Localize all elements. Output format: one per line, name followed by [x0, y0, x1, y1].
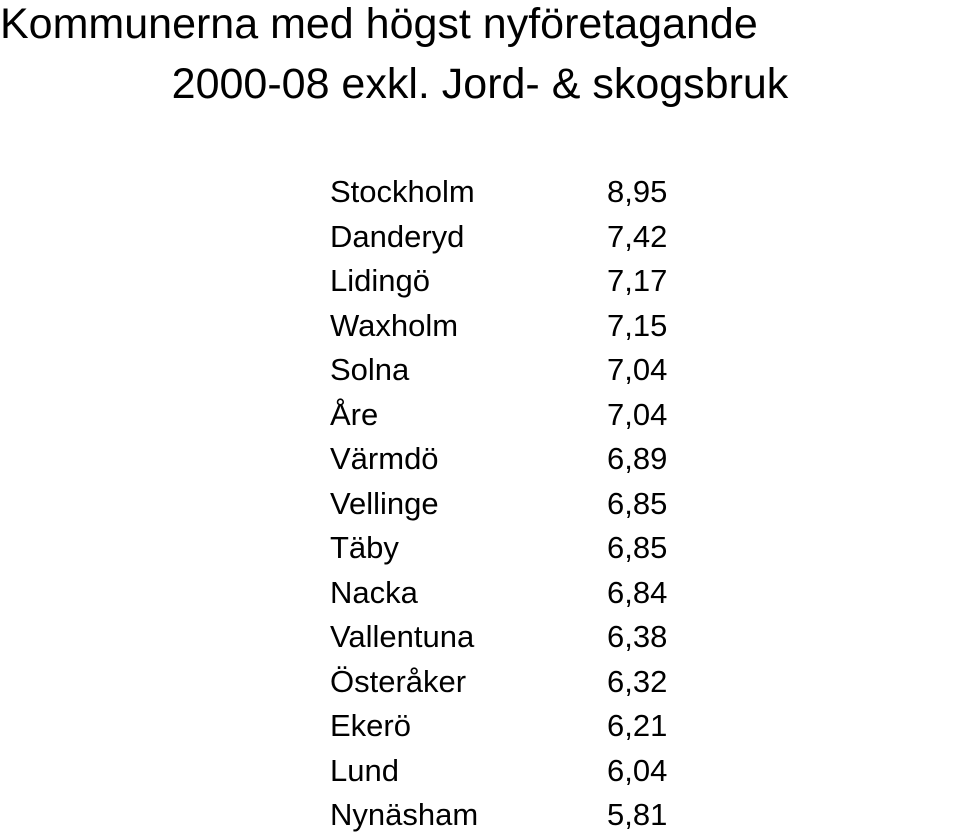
municipality-name: Vellinge [330, 485, 439, 521]
municipality-name: Värmdö [330, 441, 439, 476]
page-title-line-1: Kommunerna med högst nyföretagande [0, 0, 758, 48]
municipality-value: 7,42 [607, 218, 668, 254]
municipality-name: Nacka [330, 574, 418, 610]
table-row [330, 749, 690, 794]
municipality-value: 7,17 [607, 263, 668, 298]
municipality-value: 7,04 [607, 352, 668, 387]
municipality-value: 6,32 [607, 663, 668, 699]
municipality-value: 6,85 [607, 530, 668, 565]
municipality-name: Lund [330, 752, 399, 788]
municipality-value: 6,21 [607, 708, 668, 743]
table-row [330, 660, 690, 705]
municipality-name: Ekerö [330, 708, 411, 743]
municipality-name: Lidingö [330, 263, 430, 298]
table-row [330, 170, 690, 215]
table-row [330, 215, 690, 260]
municipality-value: 7,15 [607, 307, 668, 343]
municipality-name: Danderyd [330, 218, 465, 254]
table-row [330, 482, 690, 527]
table-row [330, 348, 690, 393]
table-row [330, 526, 690, 571]
municipality-name: Solna [330, 352, 410, 387]
municipality-name: Täby [330, 530, 399, 565]
table-row [330, 437, 690, 482]
municipality-value: 7,04 [607, 396, 668, 432]
table-row [330, 259, 690, 304]
municipality-value: 6,38 [607, 619, 668, 654]
table-row [330, 615, 690, 660]
page-title-line-2: 2000-08 exkl. Jord- & skogsbruk [171, 60, 789, 108]
table-row [330, 393, 690, 438]
table-row [330, 793, 690, 838]
table-row [330, 304, 690, 349]
municipality-name: Waxholm [330, 307, 459, 343]
municipality-name: Vallentuna [330, 619, 475, 654]
table-row [330, 571, 690, 616]
table-row [330, 704, 690, 749]
municipality-value: 6,84 [607, 574, 668, 610]
municipality-value: 8,95 [607, 174, 668, 209]
municipality-value: 6,04 [607, 752, 668, 788]
municipality-value: 5,81 [607, 797, 668, 832]
municipality-name: Stockholm [330, 174, 475, 209]
municipality-value: 6,85 [607, 485, 668, 521]
municipality-name: Åre [330, 396, 379, 432]
municipality-value: 6,89 [607, 441, 668, 476]
municipality-name: Österåker [330, 663, 467, 699]
municipality-table [330, 170, 690, 838]
municipality-name: Nynäsham [330, 797, 479, 832]
